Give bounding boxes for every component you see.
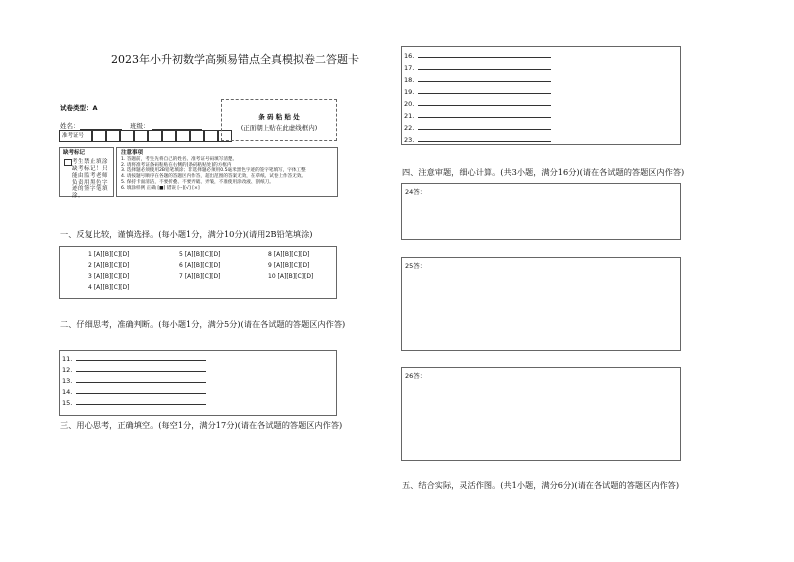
notes-line: 6. 填涂样例 正确 [■] 错误 [--][√] [×]: [121, 185, 200, 191]
fill-row[interactable]: [404, 72, 678, 84]
answer-label: 26答：: [405, 372, 427, 380]
answer-line[interactable]: [418, 141, 551, 142]
item-number: 18.: [404, 76, 415, 84]
section-4-heading: 四、注意审题，细心计算。(共3小题，满分16分)(请在各试题的答题区内作答): [402, 167, 685, 177]
mc-item[interactable]: 3 [A][B][C][D]: [88, 273, 130, 280]
section-5-heading: 五、结合实际，灵活作图。(共1小题，满分6分)(请在各试题的答题区内作答): [402, 480, 680, 490]
item-number: 11.: [62, 355, 73, 363]
fill-row[interactable]: [404, 48, 678, 60]
answer-box-26[interactable]: [401, 367, 681, 461]
absent-checkbox[interactable]: [64, 159, 72, 166]
ticket-digit-cell[interactable]: [148, 130, 162, 142]
absent-mark-box: [59, 147, 114, 200]
answer-box-25[interactable]: [401, 257, 681, 351]
mc-column-2: [179, 249, 220, 282]
mc-item[interactable]: 6 [A][B][C][D]: [179, 262, 221, 269]
ticket-digit-cell[interactable]: [162, 130, 176, 142]
notes-line: 3. 选择题必须使用2B铅笔填涂；非选择题必须用0.5毫米黑色字迹的签字笔填写，字体工整: [121, 168, 306, 174]
section-3-heading: 三、用心思考，正确填空。(每空1分，满分17分)(请在各试题的答题区内作答): [60, 420, 343, 430]
notes-line: 1. 答题前，考生先将自己的姓名、准考证号码填写清楚。: [121, 156, 238, 162]
judgment-row[interactable]: [62, 385, 334, 396]
answer-box-24[interactable]: [401, 183, 681, 240]
judgment-row[interactable]: [62, 352, 334, 363]
absent-text: 考生禁止填涂缺考标记！只能由监考老师负责用黑色字迹的签字笔填涂。: [72, 158, 109, 200]
barcode-area: [221, 99, 337, 141]
judgment-row[interactable]: [62, 396, 334, 407]
notes-line: 4. 请按题号顺序在各题的答题区内作答，超出范围的答案无效，在草纸、试卷上作答无效。: [121, 174, 307, 180]
item-number: 19.: [404, 88, 415, 96]
item-number: 17.: [404, 64, 415, 72]
barcode-title: 条 码 粘 贴 处: [258, 113, 300, 121]
item-number: 14.: [62, 388, 73, 396]
class-label: 班级：: [130, 122, 150, 130]
answer-line[interactable]: [418, 57, 551, 58]
ticket-digit-cell[interactable]: [134, 130, 148, 142]
fill-row[interactable]: [404, 132, 678, 144]
answer-line[interactable]: [76, 371, 206, 372]
item-number: 23.: [404, 136, 415, 144]
ticket-digit-cell[interactable]: [120, 130, 134, 142]
multiple-choice-box: [59, 246, 337, 299]
ticket-digit-cell[interactable]: [204, 130, 218, 142]
name-label: 姓名：: [60, 122, 80, 130]
fill-row[interactable]: [404, 84, 678, 96]
answer-line[interactable]: [418, 129, 551, 130]
mc-item[interactable]: 7 [A][B][C][D]: [179, 273, 221, 280]
section-2-heading: 二、仔细思考，准确判断。(每小题1分，满分5分)(请在各试题的答题区内作答): [60, 319, 346, 329]
ticket-number-row: [59, 130, 232, 142]
ticket-label: 准考证号: [59, 130, 92, 142]
judgment-box: [59, 350, 337, 416]
mc-item[interactable]: 5 [A][B][C][D]: [179, 251, 221, 258]
ticket-digit-cell[interactable]: [190, 130, 204, 142]
mc-column-3: [268, 249, 313, 282]
mc-column-1: [88, 249, 129, 293]
answer-line[interactable]: [418, 117, 551, 118]
answer-label: 24答：: [405, 188, 427, 196]
mc-item[interactable]: 4 [A][B][C][D]: [88, 284, 130, 291]
barcode-subtitle: (正面朝上贴在此虚线框内): [240, 124, 318, 132]
absent-title: 缺考标记: [63, 150, 86, 156]
ticket-digit-cell[interactable]: [176, 130, 190, 142]
item-number: 13.: [62, 377, 73, 385]
fill-row[interactable]: [404, 60, 678, 72]
answer-line[interactable]: [76, 404, 206, 405]
answer-line[interactable]: [418, 81, 551, 82]
judgment-row[interactable]: [62, 363, 334, 374]
answer-line[interactable]: [76, 393, 206, 394]
answer-line[interactable]: [418, 105, 551, 106]
item-number: 21.: [404, 112, 415, 120]
fill-row[interactable]: [404, 108, 678, 120]
fill-row[interactable]: [404, 96, 678, 108]
mc-item[interactable]: 1 [A][B][C][D]: [88, 251, 130, 258]
ticket-digit-cell[interactable]: [106, 130, 120, 142]
item-number: 22.: [404, 124, 415, 132]
fill-in-box: [401, 46, 681, 145]
mc-item[interactable]: 8 [A][B][C][D]: [268, 251, 310, 258]
notes-title: 注意事项: [121, 150, 144, 156]
item-number: 16.: [404, 52, 415, 60]
answer-line[interactable]: [418, 93, 551, 94]
item-number: 12.: [62, 366, 73, 374]
mc-item[interactable]: 9 [A][B][C][D]: [268, 262, 310, 269]
mc-item[interactable]: 2 [A][B][C][D]: [88, 262, 130, 269]
item-number: 20.: [404, 100, 415, 108]
notes-line: 5. 保持卡面清洁，不要折叠、不要弄破、弄皱，不准使用涂改液、刮纸刀。: [121, 179, 274, 185]
page-title: 2023年小升初数学高频易错点全真模拟卷二答题卡: [111, 53, 359, 66]
section-1-heading: 一、反复比较，谨慎选择。(每小题1分，满分10分)(请用2B铅笔填涂): [60, 229, 313, 239]
answer-label: 25答：: [405, 262, 427, 270]
item-number: 15.: [62, 399, 73, 407]
notes-line: 2. 请将准考证条码粘贴在右侧的[条码粘贴处]的方框内: [121, 162, 232, 168]
answer-line[interactable]: [76, 360, 206, 361]
answer-line[interactable]: [76, 382, 206, 383]
notes-box: [116, 147, 338, 197]
exam-type: 试卷类型：A: [60, 104, 98, 112]
judgment-row[interactable]: [62, 374, 334, 385]
mc-item[interactable]: 10 [A][B][C][D]: [268, 273, 314, 280]
fill-row[interactable]: [404, 120, 678, 132]
answer-line[interactable]: [418, 69, 551, 70]
ticket-digit-cell[interactable]: [92, 130, 106, 142]
